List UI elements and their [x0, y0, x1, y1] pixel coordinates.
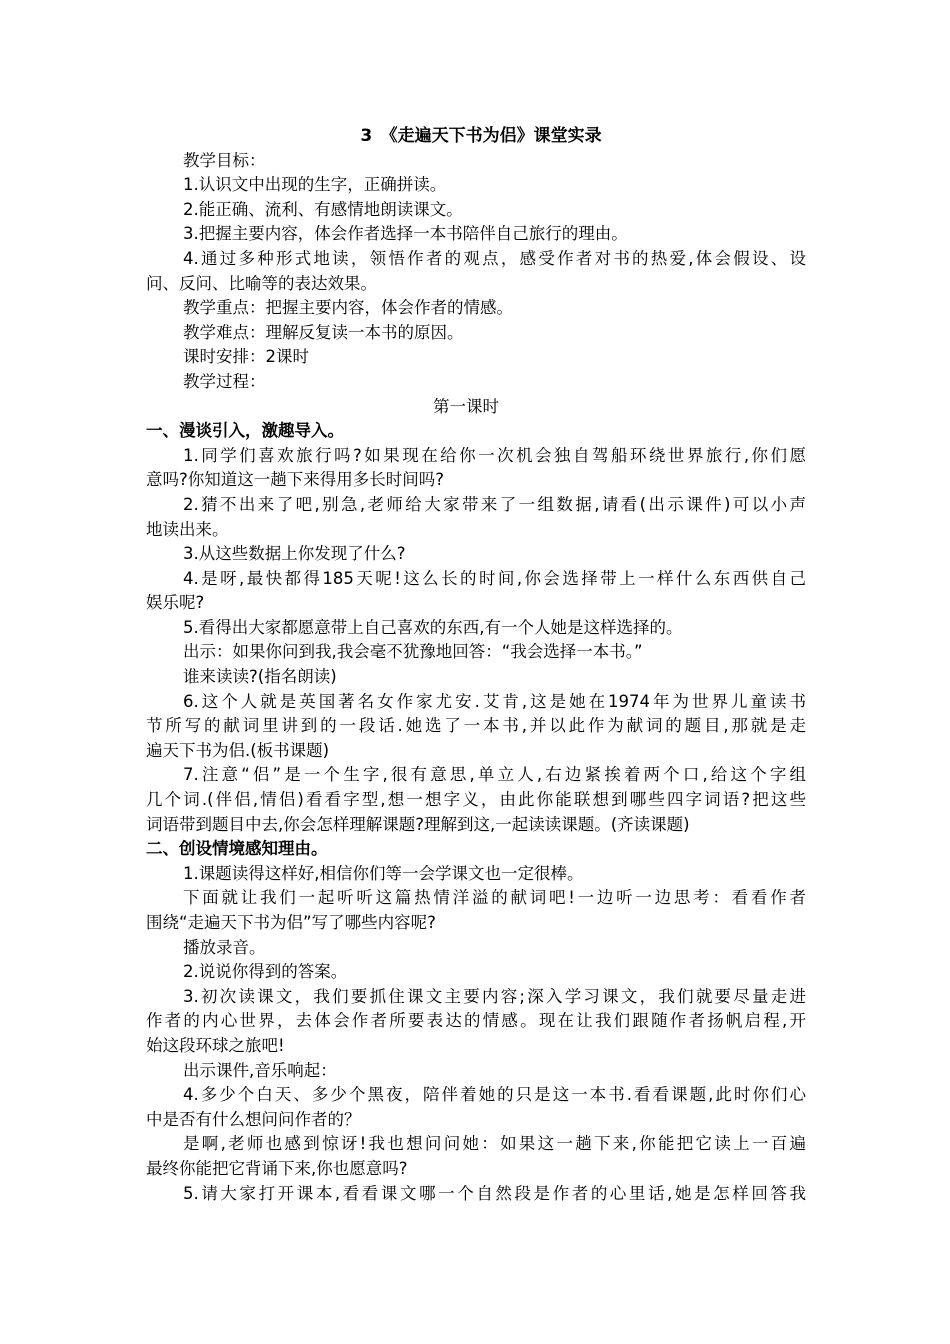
- text-line: 7.注意“侣”是一个生字,很有意思,单立人,右边紧挨着两个口,给这个字组: [183, 765, 806, 785]
- text-line: 最终你能把它背诵下来,你也愿意吗?: [146, 1158, 408, 1178]
- document-body: [146, 149, 806, 1207]
- text-line: 谁来读读?(指名朗读): [183, 667, 337, 687]
- text-line: 1.课题读得这样好,相信你们等一会学课文也一定很棒。: [183, 863, 584, 883]
- text-line: 中是否有什么想问问作者的？: [146, 1109, 361, 1129]
- text-line: 出示课件,音乐响起：: [183, 1060, 337, 1080]
- text-line: 4.通过多种形式地读，领悟作者的观点，感受作者对书的热爱,体会假设、设: [183, 248, 806, 268]
- text-line: 词语带到题目中去,你会怎样理解课题?理解到这,一起读读课题。(齐读课题): [146, 814, 690, 834]
- text-line: 教学目标：: [183, 150, 266, 170]
- text-line: 教学重点：把握主要内容，体会作者的情感。: [183, 298, 513, 318]
- text-line: 4.多少个白天、多少个黑夜，陪伴着她的只是这一本书.看看课题,此时你们心: [183, 1085, 806, 1105]
- text-line: 教学过程：: [183, 371, 266, 391]
- text-line: 围绕“走遍天下书为侣”写了哪些内容呢?: [146, 913, 436, 932]
- text-line: 3.把握主要内容，体会作者选择一本书陪伴自己旅行的理由。: [183, 224, 628, 244]
- text-line: 5.看得出大家都愿意带上自己喜欢的东西,有一个人她是这样选择的。: [183, 617, 683, 637]
- text-line: 播放录音。: [183, 937, 266, 957]
- text-line: 娱乐呢?: [146, 593, 205, 613]
- text-line: 6.这个人就是英国著名女作家尤安.艾肯,这是她在1974年为世界儿童读书: [183, 691, 806, 711]
- lesson-heading: 第一课时: [433, 396, 499, 416]
- text-line: 意吗?你知道这一趟下来得用多长时间吗?: [146, 470, 445, 490]
- text-line: 4.是呀,最快都得185天呢!这么长的时间,你会选择带上一样什么东西供自己: [183, 568, 806, 588]
- text-line: 是啊,老师也感到惊讶!我也想问问她：如果这一趟下来,你能把它读上一百遍: [183, 1134, 806, 1154]
- text-line: 几个词.(伴侣,情侣)看看字型,想一想字义，由此你能联想到哪些四字词语?把这些: [146, 790, 806, 810]
- text-line: 3.从这些数据上你发现了什么?: [183, 544, 406, 564]
- document-page: [146, 124, 806, 1206]
- text-line: 2.猜不出来了吧,别急,老师给大家带来了一组数据,请看(出示课件)可以小声: [183, 494, 806, 514]
- text-line: 5.请大家打开课本,看看课文哪一个自然段是作者的心里话,她是怎样回答我: [183, 1183, 806, 1203]
- text-line: 3.初次读课文，我们要抓住课文主要内容;深入学习课文，我们就要尽量走进: [183, 986, 806, 1006]
- text-line: 作者的内心世界，去体会作者所要表达的情感。现在让我们跟随作者扬帆启程,开: [146, 1011, 806, 1031]
- text-line: 课时安排：2课时: [183, 347, 309, 367]
- text-line: 节所写的献词里讲到的一段话.她选了一本书,并以此作为献词的题目,那就是走: [146, 716, 806, 736]
- text-line: 地读出来。: [146, 519, 229, 539]
- text-line: 2.说说你得到的答案。: [183, 962, 348, 982]
- text-line: 1.同学们喜欢旅行吗?如果现在给你一次机会独自驾船环绕世界旅行,你们愿: [183, 445, 806, 465]
- section-heading: 一、漫谈引入，激趣导入。: [146, 421, 344, 441]
- text-line: 问、反问、比喻等的表达效果。: [146, 273, 377, 293]
- document-title: 3 《走遍天下书为侣》课堂实录: [360, 126, 602, 146]
- text-line: 下面就让我们一起听听这篇热情洋溢的献词吧!一边听一边思考：看看作者: [183, 888, 806, 908]
- text-line: 教学难点：理解反复读一本书的原因。: [183, 322, 464, 342]
- text-line: 2.能正确、流利、有感情地朗读课文。: [183, 199, 463, 219]
- text-line: 始这段环球之旅吧!: [146, 1035, 285, 1055]
- text-line: 遍天下书为侣.(板书课题): [146, 740, 330, 760]
- text-line: 出示：如果你问到我,我会毫不犹豫地回答：“我会选择一本书。”: [183, 642, 643, 662]
- section-heading: 二、创设情境感知理由。: [146, 839, 328, 859]
- text-line: 1.认识文中出现的生字，正确拼读。: [183, 175, 447, 195]
